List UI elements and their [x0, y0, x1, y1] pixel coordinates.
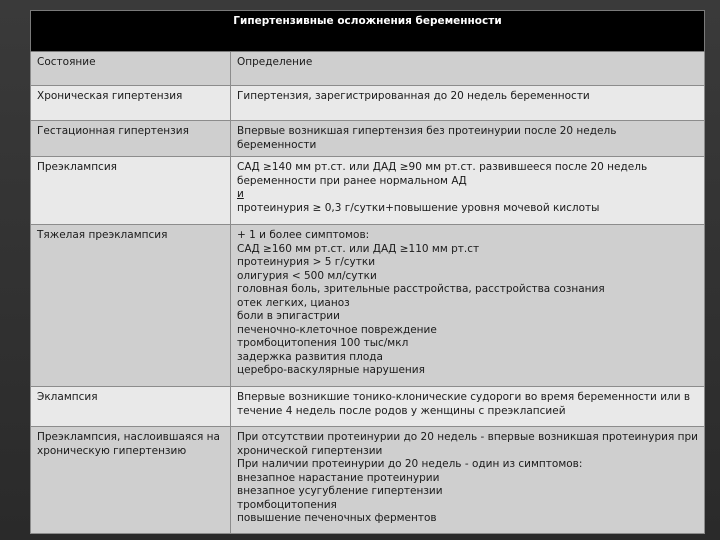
table-row [31, 387, 705, 427]
definition-line: Впервые возникшая гипертензия без протеинурии после 20 недель [237, 125, 617, 137]
definition-line: тромбоцитопения [237, 498, 337, 511]
header-state: Состояние [31, 52, 231, 86]
row-definition [231, 157, 705, 225]
row-definition [231, 225, 705, 387]
definition-line: и [237, 188, 244, 200]
header-row [31, 52, 705, 86]
definition-line: внезапное усугубление гипертензии [237, 485, 443, 497]
definition-line: При наличии протеинурии до 20 недель - один из симптомов: [237, 458, 583, 470]
definition-line: повышение печеночных ферментов [237, 512, 437, 524]
table-row [31, 427, 705, 534]
definition-line: Впервые возникшие тонико-клонические судороги во время беременности или в [237, 391, 691, 403]
table-title: Гипертензивные осложнения беременности [31, 11, 705, 52]
header-definition: Определение [231, 52, 705, 86]
row-state: Эклампсия [31, 387, 231, 427]
definition-line: церебро-васкулярные нарушения [237, 364, 425, 376]
definition-line: беременности [237, 138, 317, 151]
table-row [31, 86, 705, 121]
definition-line: задержка развития плода [237, 350, 383, 363]
row-definition [231, 387, 705, 427]
definition-line: САД ≥160 мм рт.ст. или ДАД ≥110 мм рт.ст [237, 242, 480, 255]
definition-line: тромбоцитопения 100 тыс/мкл [237, 337, 409, 349]
table-row [31, 157, 705, 225]
definition-line: олигурия < 500 мл/сутки [237, 269, 377, 282]
definition-line: протеинурия ≥ 0,3 г/сутки+повышение уровня мочевой кислоты [237, 201, 600, 214]
definition-line: хронической гипертензии [237, 444, 383, 457]
row-state: Преэклампсия, наслоившаяся на хроническую гипертензию [31, 427, 231, 534]
row-state: Преэклампсия [31, 157, 231, 225]
row-definition [231, 121, 705, 157]
definition-line: + 1 и более симптомов: [237, 229, 370, 241]
definition-line: течение 4 недель после родов у женщины с преэклапсией [237, 404, 566, 417]
definition-line: беременности при ранее нормальном АД [237, 174, 467, 187]
row-state: Тяжелая преэклампсия [31, 225, 231, 387]
row-state: Гестационная гипертензия [31, 121, 231, 157]
row-state: Хроническая гипертензия [31, 86, 231, 121]
definition-line: внезапное нарастание протеинурии [237, 471, 440, 484]
row-definition [231, 427, 705, 534]
definition-line: При отсутствии протеинурии до 20 недель - впервые возникшая протеинурия при [237, 431, 698, 443]
row-definition [231, 86, 705, 121]
definition-line: Гипертензия, зарегистрированная до 20 недель беременности [237, 90, 590, 102]
definition-line: протеинурия > 5 г/сутки [237, 256, 376, 268]
definition-line: отек легких, цианоз [237, 296, 350, 309]
hypertension-table [30, 10, 705, 534]
definition-line: головная боль, зрительные расстройства, расстройства сознания [237, 283, 605, 295]
table-row [31, 225, 705, 387]
table-row [31, 121, 705, 157]
definition-line: печеночно-клеточное повреждение [237, 323, 437, 336]
definition-line: боли в эпигастрии [237, 310, 340, 322]
definition-line: САД ≥140 мм рт.ст. или ДАД ≥90 мм рт.ст. развившееся после 20 недель [237, 161, 648, 173]
